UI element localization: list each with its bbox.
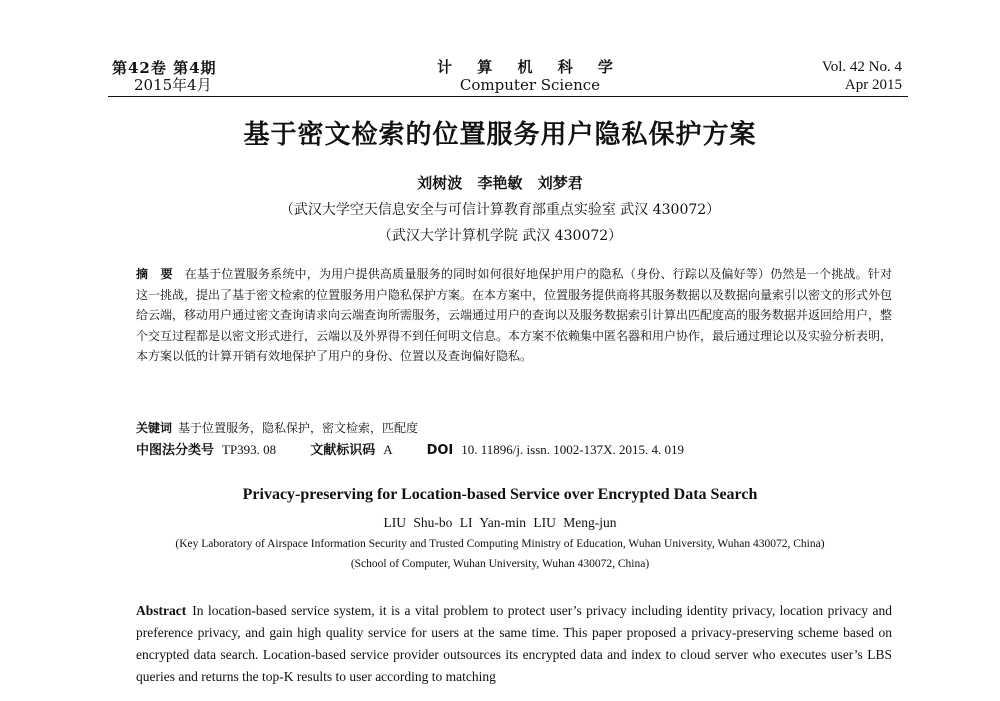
- paper-title-cn: 基于密文检索的位置服务用户隐私保护方案: [243, 120, 757, 150]
- volume-issue-en: Vol. 42 No. 4: [821, 59, 902, 75]
- abstract-en: [136, 600, 892, 688]
- doi-label: DOI: [426, 443, 454, 458]
- date-cn: 2015年4月: [134, 76, 212, 94]
- authors-en: LIU Shu-bo LI Yan-min LIU Meng-jun: [383, 515, 617, 530]
- affiliation-cn-1: （武汉大学空天信息安全与可信计算教育部重点实验室 武汉 430072）: [279, 202, 721, 218]
- header-rule: [108, 96, 908, 97]
- journal-name-cn: 计 算 机 科 学: [437, 58, 623, 76]
- abstract-cn-label: 摘 要: [136, 267, 177, 281]
- doc-code-label: 文献标识码: [310, 443, 376, 458]
- clc-value: TP393. 08: [222, 442, 277, 457]
- running-header-left: [112, 60, 217, 94]
- running-header-right: [822, 58, 902, 94]
- clc-label: 中图法分类号: [136, 443, 215, 458]
- abstract-en-text: In location-based service system, it is a vital problem to protect user’s privacy including identity privacy, location privacy and preference privacy, and gain high quality service for users at the same time. This paper proposed a privacy-preserving scheme based on encrypted data search. Location-based service provider outsources its encrypted data and index to cloud server who executes user’s LBS queries and returns the top-K results to user according to matching: [136, 603, 892, 684]
- abstract-cn: [136, 264, 892, 367]
- authors-cn: 刘树波 李艳敏 刘梦君: [417, 174, 583, 192]
- running-header-center: [380, 58, 680, 94]
- abstract-cn-text: 在基于位置服务系统中，为用户提供高质量服务的同时如何很好地保护用户的隐私（身份、行踪以及偏好等）仍然是一个挑战。针对这一挑战，提出了基于密文检索的位置服务用户隐私保护方案。在本方案中，位置服务提供商将其服务数据以及数据向量索引以密文的形式外包给云端，移动用户通过密文查询请求向云端查询所需服务，云端通过用户的查询以及服务数据索引计算出匹配度高的服务数据并返回给用户，整个交互过程都是以密文形式进行，云端以及外界得不到任何明文信息。本方案不依赖集中匿名器和用户协作，最后通过理论以及实验分析表明，本方案以低的计算开销有效地保护了用户的身份、位置以及查询偏好隐私。: [136, 267, 893, 363]
- keywords-cn-label: 关键词: [136, 421, 173, 435]
- classification-line: [136, 441, 896, 460]
- date-en: Apr 2015: [844, 77, 902, 93]
- volume-issue-cn: 第42卷 第4期: [112, 59, 217, 77]
- keywords-cn: [136, 419, 892, 437]
- paper-title-en: Privacy-preserving for Location-based Service over Encrypted Data Search: [242, 486, 758, 503]
- journal-name-en: Computer Science: [459, 76, 601, 94]
- abstract-en-label: Abstract: [136, 603, 187, 618]
- affiliation-cn-2: （武汉大学计算机学院 武汉 430072）: [377, 228, 623, 244]
- keywords-cn-text: 基于位置服务，隐私保护，密文检索，匹配度: [178, 421, 419, 435]
- affiliation-en-1: (Key Laboratory of Airspace Information Security and Trusted Computing Ministry of Education, Wuhan University, Wuhan 430072, China): [175, 538, 825, 550]
- doc-code-value: A: [383, 442, 393, 457]
- doi-value: 10. 11896/j. issn. 1002-137X. 2015. 4. 019: [461, 442, 684, 457]
- affiliation-en-2: (School of Computer, Wuhan University, Wuhan 430072, China): [350, 558, 650, 570]
